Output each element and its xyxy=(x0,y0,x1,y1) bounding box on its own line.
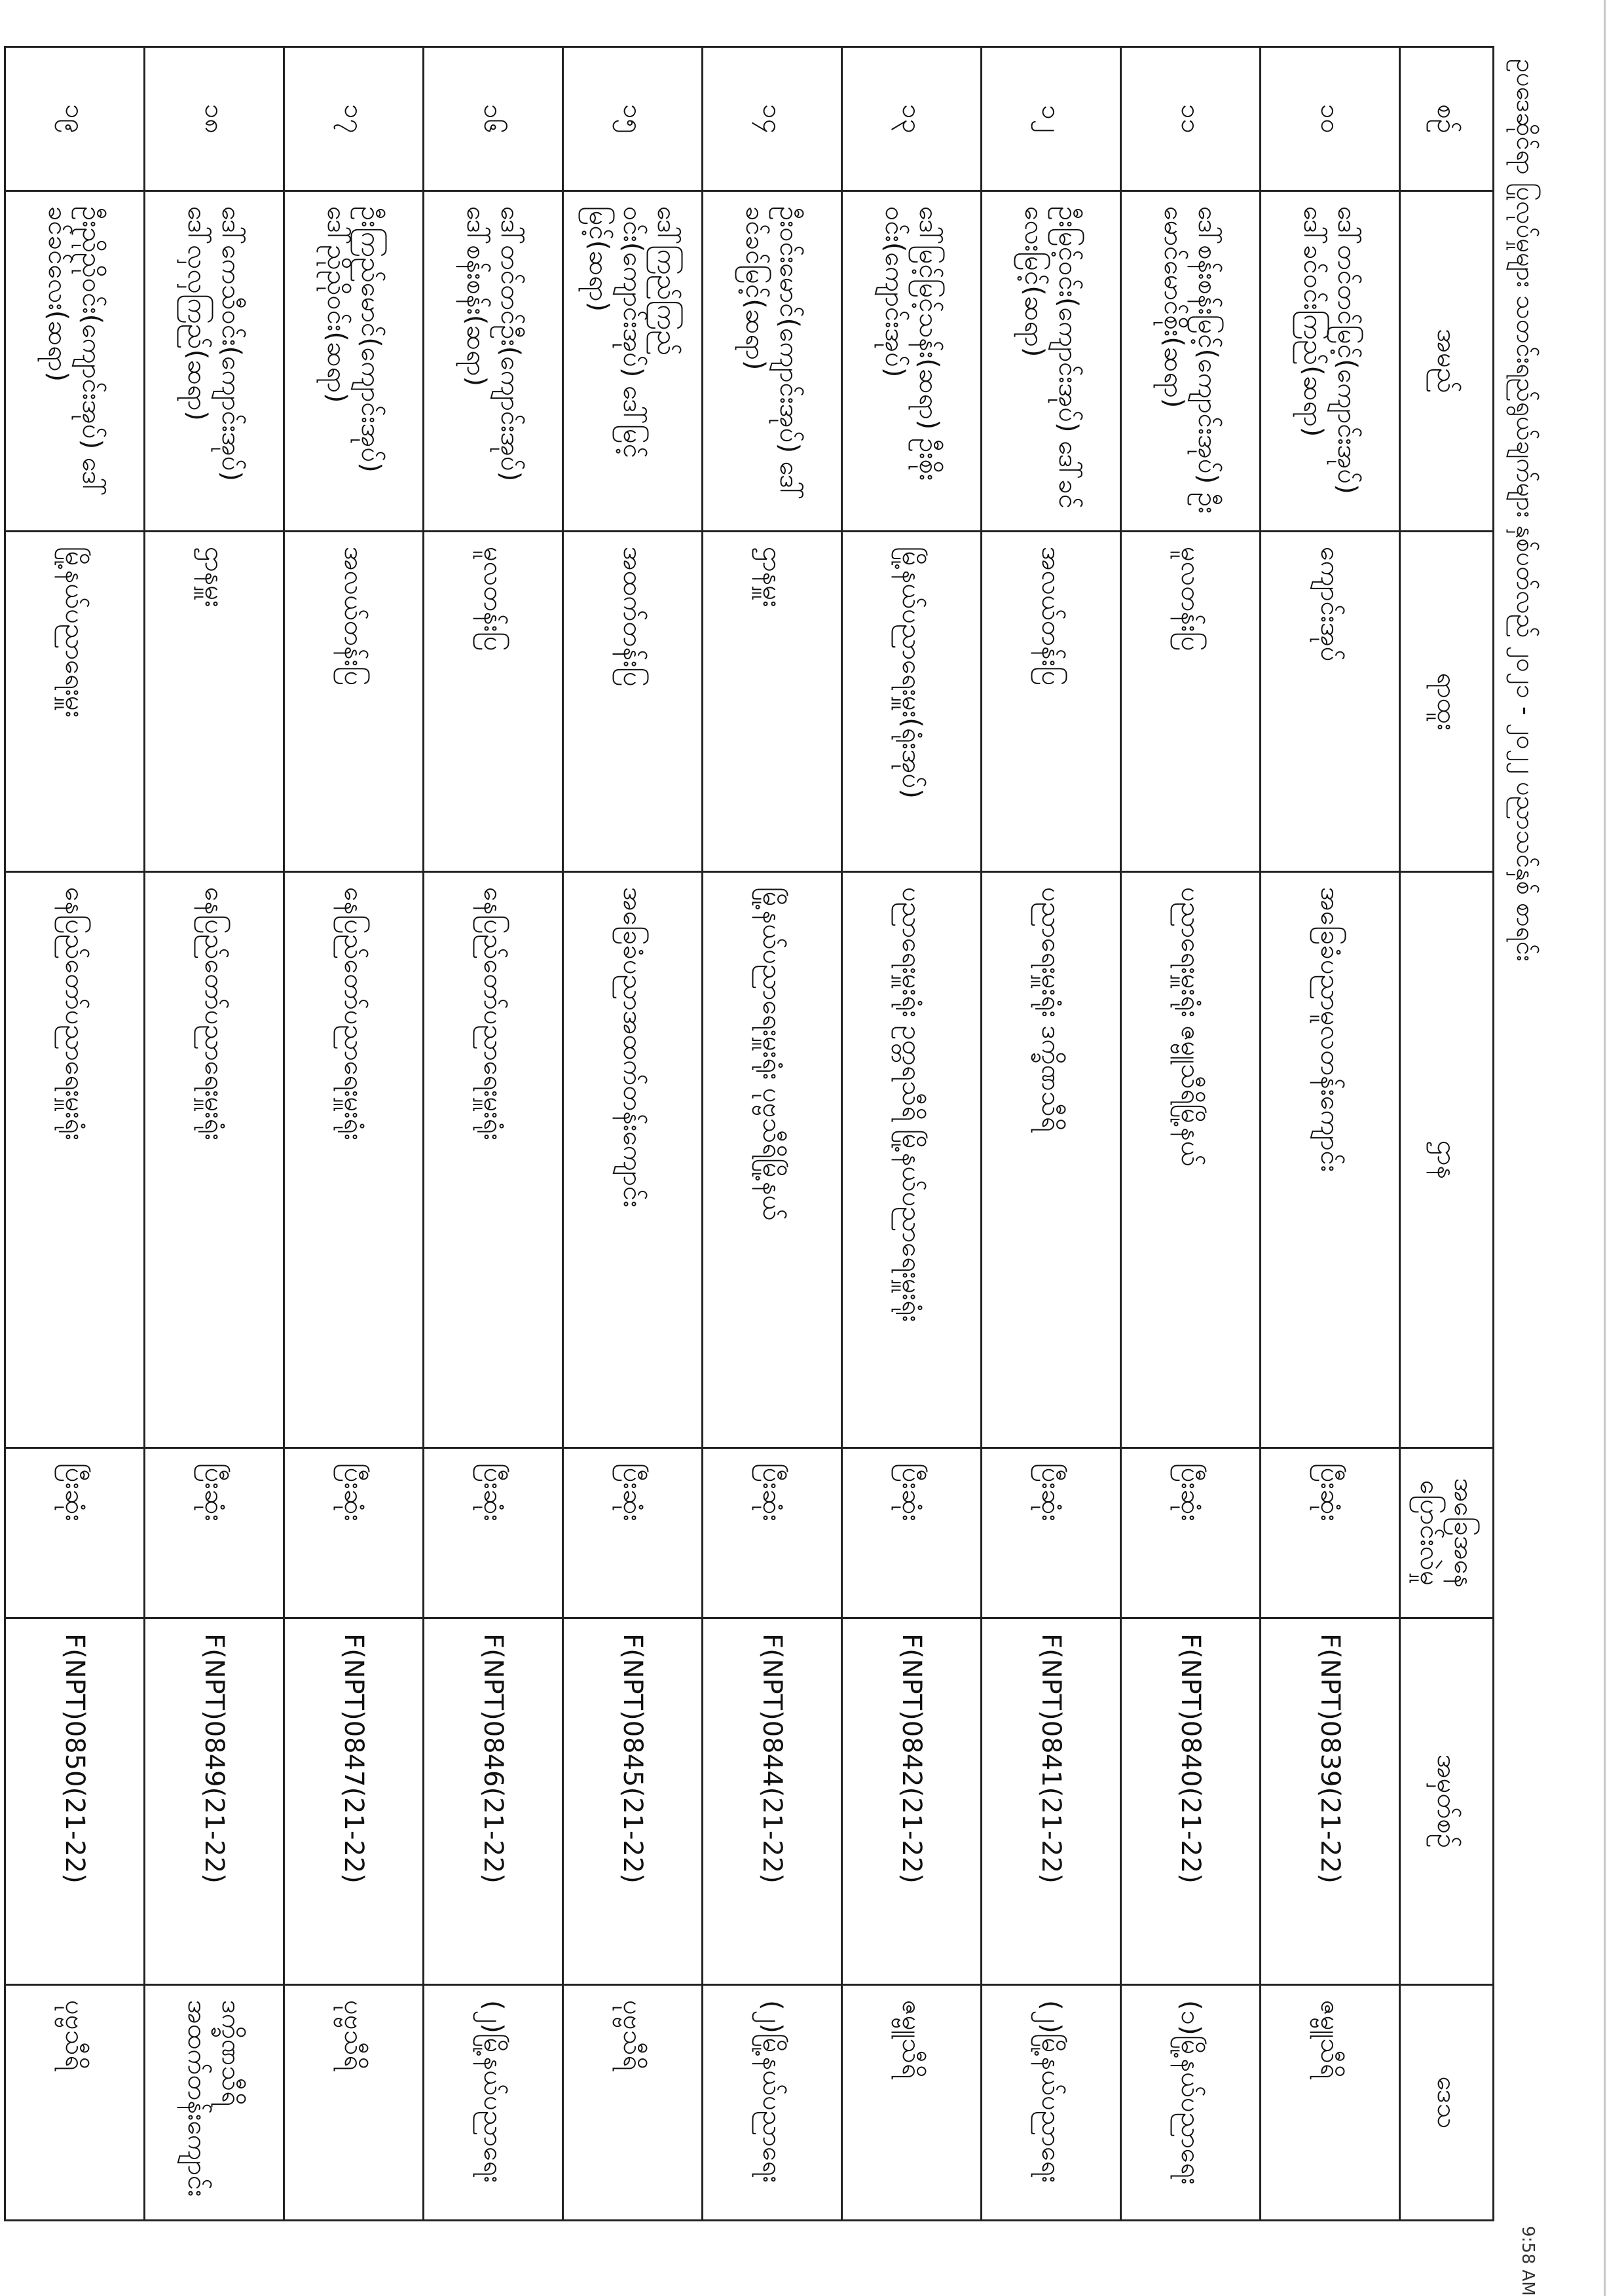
table-row xyxy=(982,47,1121,2221)
cell-name: ဒေါ်မြင့်မြင့်သန်း(ဆရာ) ဦးစိုးဝင်း(ကျောင်းအုပ်) xyxy=(842,191,982,532)
table-row xyxy=(424,47,563,2221)
cell-no: ၁၅ xyxy=(563,47,703,191)
cell-id: F(NPT)0846(21-22) xyxy=(424,1618,563,1985)
cell-name: ဒေါ်ကေသီဝင်း(ကျောင်းအုပ်) ဒေါ်လှလှကြည်(ဆရာ) xyxy=(145,191,284,532)
cell-id: F(NPT)0847(21-22) xyxy=(284,1618,424,1985)
cell-name: ဦးဝင်းမောင်(ကျောင်းအုပ်) ဒေါ်ခင်ခင်မြင့်(ဆရာ) xyxy=(703,191,842,532)
cell-no: ၁၃ xyxy=(842,47,982,191)
cell-no: ၁၉ xyxy=(5,47,145,191)
cell-status: ပြီးဆုံး xyxy=(563,1448,703,1618)
cell-region: ဇမ္ဗူသီရိ xyxy=(842,1985,982,2221)
cell-status: ပြီးဆုံး xyxy=(1261,1448,1400,1618)
cell-role: မူလတန်းပြ xyxy=(424,532,563,872)
cell-region: (၂)မြို့နယ်ပညာရေး xyxy=(703,1985,842,2221)
cell-no: ၁၈ xyxy=(145,47,284,191)
cell-school: နေပြည်တော်ပညာရေးမှူးရုံး xyxy=(145,872,284,1448)
cell-region: ပုဗ္ဗသီရိ xyxy=(5,1985,145,2221)
cell-role: အထက်တန်းပြ xyxy=(563,532,703,872)
cell-no: ၁၁ xyxy=(1121,47,1261,191)
timestamp-text: 9:58 AM xyxy=(1518,2226,1538,2296)
cell-region: ဒက္ခိဏသီရိ အထက်တန်းကျောင်း xyxy=(145,1985,284,2221)
cell-name: ဒေါ်တင်တင်မြင့်(ကျောင်းအုပ်) ဒေါ်ခင်ဝင်းကြည်(ဆရာ) xyxy=(1261,191,1400,532)
header-no: စဉ် xyxy=(1400,47,1494,191)
cell-status: ပြီးဆုံး xyxy=(5,1448,145,1618)
cell-region: (၂)မြို့နယ်ပညာရေး xyxy=(424,1985,563,2221)
cell-name: ဦးညိုညိုဝင်း(ကျောင်းအုပ်) ဒေါ်ခင်ခင်လေး(ဆရာ) xyxy=(5,191,145,532)
header-region: ဒေသ xyxy=(1400,1985,1494,2221)
cell-school: ပညာရေးမှူးရုံး ဥတ္တရသီရိ မြို့နယ်ပညာရေးမှူးရုံး xyxy=(842,872,982,1448)
table-row xyxy=(842,47,982,2221)
header-status: အခြေအနေ ပြောင်းလဲမှု xyxy=(1400,1448,1494,1618)
cell-role: အလယ်တန်းပြ xyxy=(982,532,1121,872)
cell-name: ဦးမြင့်ဝင်း(ကျောင်းအုပ်) ဒေါ်ခင်လေးမြင့်(ဆရာ) xyxy=(982,191,1121,532)
cell-role: အလယ်တန်းပြ xyxy=(284,532,424,872)
cell-no: ၁၇ xyxy=(284,47,424,191)
cell-name: ဦးကြည်မောင်(ကျောင်းအုပ်) ဒေါ်ညိုညိုဝင်း(ဆရာ) xyxy=(284,191,424,532)
cell-name: ဒေါ်ကြည်ကြည်ဝင်း(ကျောင်းအုပ်) ဒေါ်မြင့်မြင့်(ဆရာ) xyxy=(563,191,703,532)
cell-school: မြို့နယ်ပညာရေးမှူးရုံး ပုဗ္ဗသီရိမြို့နယ် xyxy=(703,872,842,1448)
cell-id: F(NPT)0850(21-22) xyxy=(5,1618,145,1985)
cell-status: ပြီးဆုံး xyxy=(284,1448,424,1618)
cell-role: ဌာနမှူး xyxy=(145,532,284,872)
cell-region: (၁)မြို့နယ်ပညာရေး xyxy=(1121,1985,1261,2221)
cell-name: ဒေါ်တင်တင်ဦး(ကျောင်းအုပ်) ဒေါ်စန်းစန်း(ဆရာ) xyxy=(424,191,563,532)
cell-school: နေပြည်တော်ပညာရေးမှူးရုံး xyxy=(424,872,563,1448)
cell-status: ပြီးဆုံး xyxy=(982,1448,1121,1618)
rotated-document-sheet xyxy=(0,20,1545,2246)
cell-school: နေပြည်တော်ပညာရေးမှူးရုံး xyxy=(284,872,424,1448)
cell-name: ဒေါ်စန်းစန်းမြင့်(ကျောင်းအုပ်) ဦးမောင်မောင်စိုး(ဆရာ) xyxy=(1121,191,1261,532)
cell-id: F(NPT)0844(21-22) xyxy=(703,1618,842,1985)
cell-role: ဌာနမှူး xyxy=(703,532,842,872)
cell-id: F(NPT)0840(21-22) xyxy=(1121,1618,1261,1985)
table-row xyxy=(1121,47,1261,2221)
header-name: အမည် xyxy=(1400,191,1494,532)
cell-region: ပုဗ္ဗသီရိ xyxy=(284,1985,424,2221)
table-row xyxy=(1261,47,1400,2221)
cell-status: ပြီးဆုံး xyxy=(145,1448,284,1618)
cell-role: မူလတန်းပြ xyxy=(1121,532,1261,872)
cell-id: F(NPT)0842(21-22) xyxy=(842,1618,982,1985)
cell-region: (၂)မြို့နယ်ပညာရေး xyxy=(982,1985,1121,2221)
scan-edge-line xyxy=(1604,0,1606,2296)
cell-region: ဇမ္ဗူသီရိ xyxy=(1261,1985,1400,2221)
cell-school: ပညာရေးမှူးရုံး ဇမ္ဗူသီရိမြို့နယ် xyxy=(1121,872,1261,1448)
cell-role: မြို့နယ်ပညာရေးမှူး xyxy=(5,532,145,872)
cell-id: F(NPT)0849(21-22) xyxy=(145,1618,284,1985)
cell-school: ပညာရေးမှူးရုံး ဒက္ခိဏသီရိ xyxy=(982,872,1121,1448)
cell-status: ပြီးဆုံး xyxy=(424,1448,563,1618)
table-row xyxy=(703,47,842,2221)
cell-no: ၁၄ xyxy=(703,47,842,191)
cell-status: ပြီးဆုံး xyxy=(842,1448,982,1618)
cell-no: ၁၂ xyxy=(982,47,1121,191)
cell-id: F(NPT)0841(21-22) xyxy=(982,1618,1121,1985)
cell-role: မြို့နယ်ပညာရေးမှူး(ရုံးအုပ်) xyxy=(842,532,982,872)
table-row xyxy=(563,47,703,2221)
cell-no: ၁၀ xyxy=(1261,47,1400,191)
cell-id: F(NPT)0845(21-22) xyxy=(563,1618,703,1985)
cell-no: ၁၆ xyxy=(424,47,563,191)
cell-region: ပုဗ္ဗသီရိ xyxy=(563,1985,703,2221)
table-header-row xyxy=(1400,47,1494,2221)
cell-status: ပြီးဆုံး xyxy=(703,1448,842,1618)
cell-school: နေပြည်တော်ပညာရေးမှူးရုံး xyxy=(5,872,145,1448)
header-id: အမှတ်စဉ် xyxy=(1400,1618,1494,1985)
cell-role: ကျောင်းအုပ် xyxy=(1261,532,1400,872)
records-table xyxy=(4,46,1494,2221)
header-role: ရာထူး xyxy=(1400,532,1494,872)
table-row xyxy=(145,47,284,2221)
header-school: ဌာန xyxy=(1400,872,1494,1448)
cell-school: အခြေခံပညာအထက်တန်းကျောင်း xyxy=(563,872,703,1448)
table-row xyxy=(5,47,145,2221)
cell-status: ပြီးဆုံး xyxy=(1121,1448,1261,1618)
document-title: ဥပဒေဆိုင်ရာ ပြုလုပ်မှုများ သတင်းရည်ရွယ်ချက်များ နှစ်ပတ်လည် ၂၀၂၁ - ၂၀၂၂ ပညာသင်နှစ် စာရင်း xyxy=(1511,59,1540,962)
cell-id: F(NPT)0839(21-22) xyxy=(1261,1618,1400,1985)
table-row xyxy=(284,47,424,2221)
cell-school: အခြေခံပညာမူလတန်းကျောင်း xyxy=(1261,872,1400,1448)
